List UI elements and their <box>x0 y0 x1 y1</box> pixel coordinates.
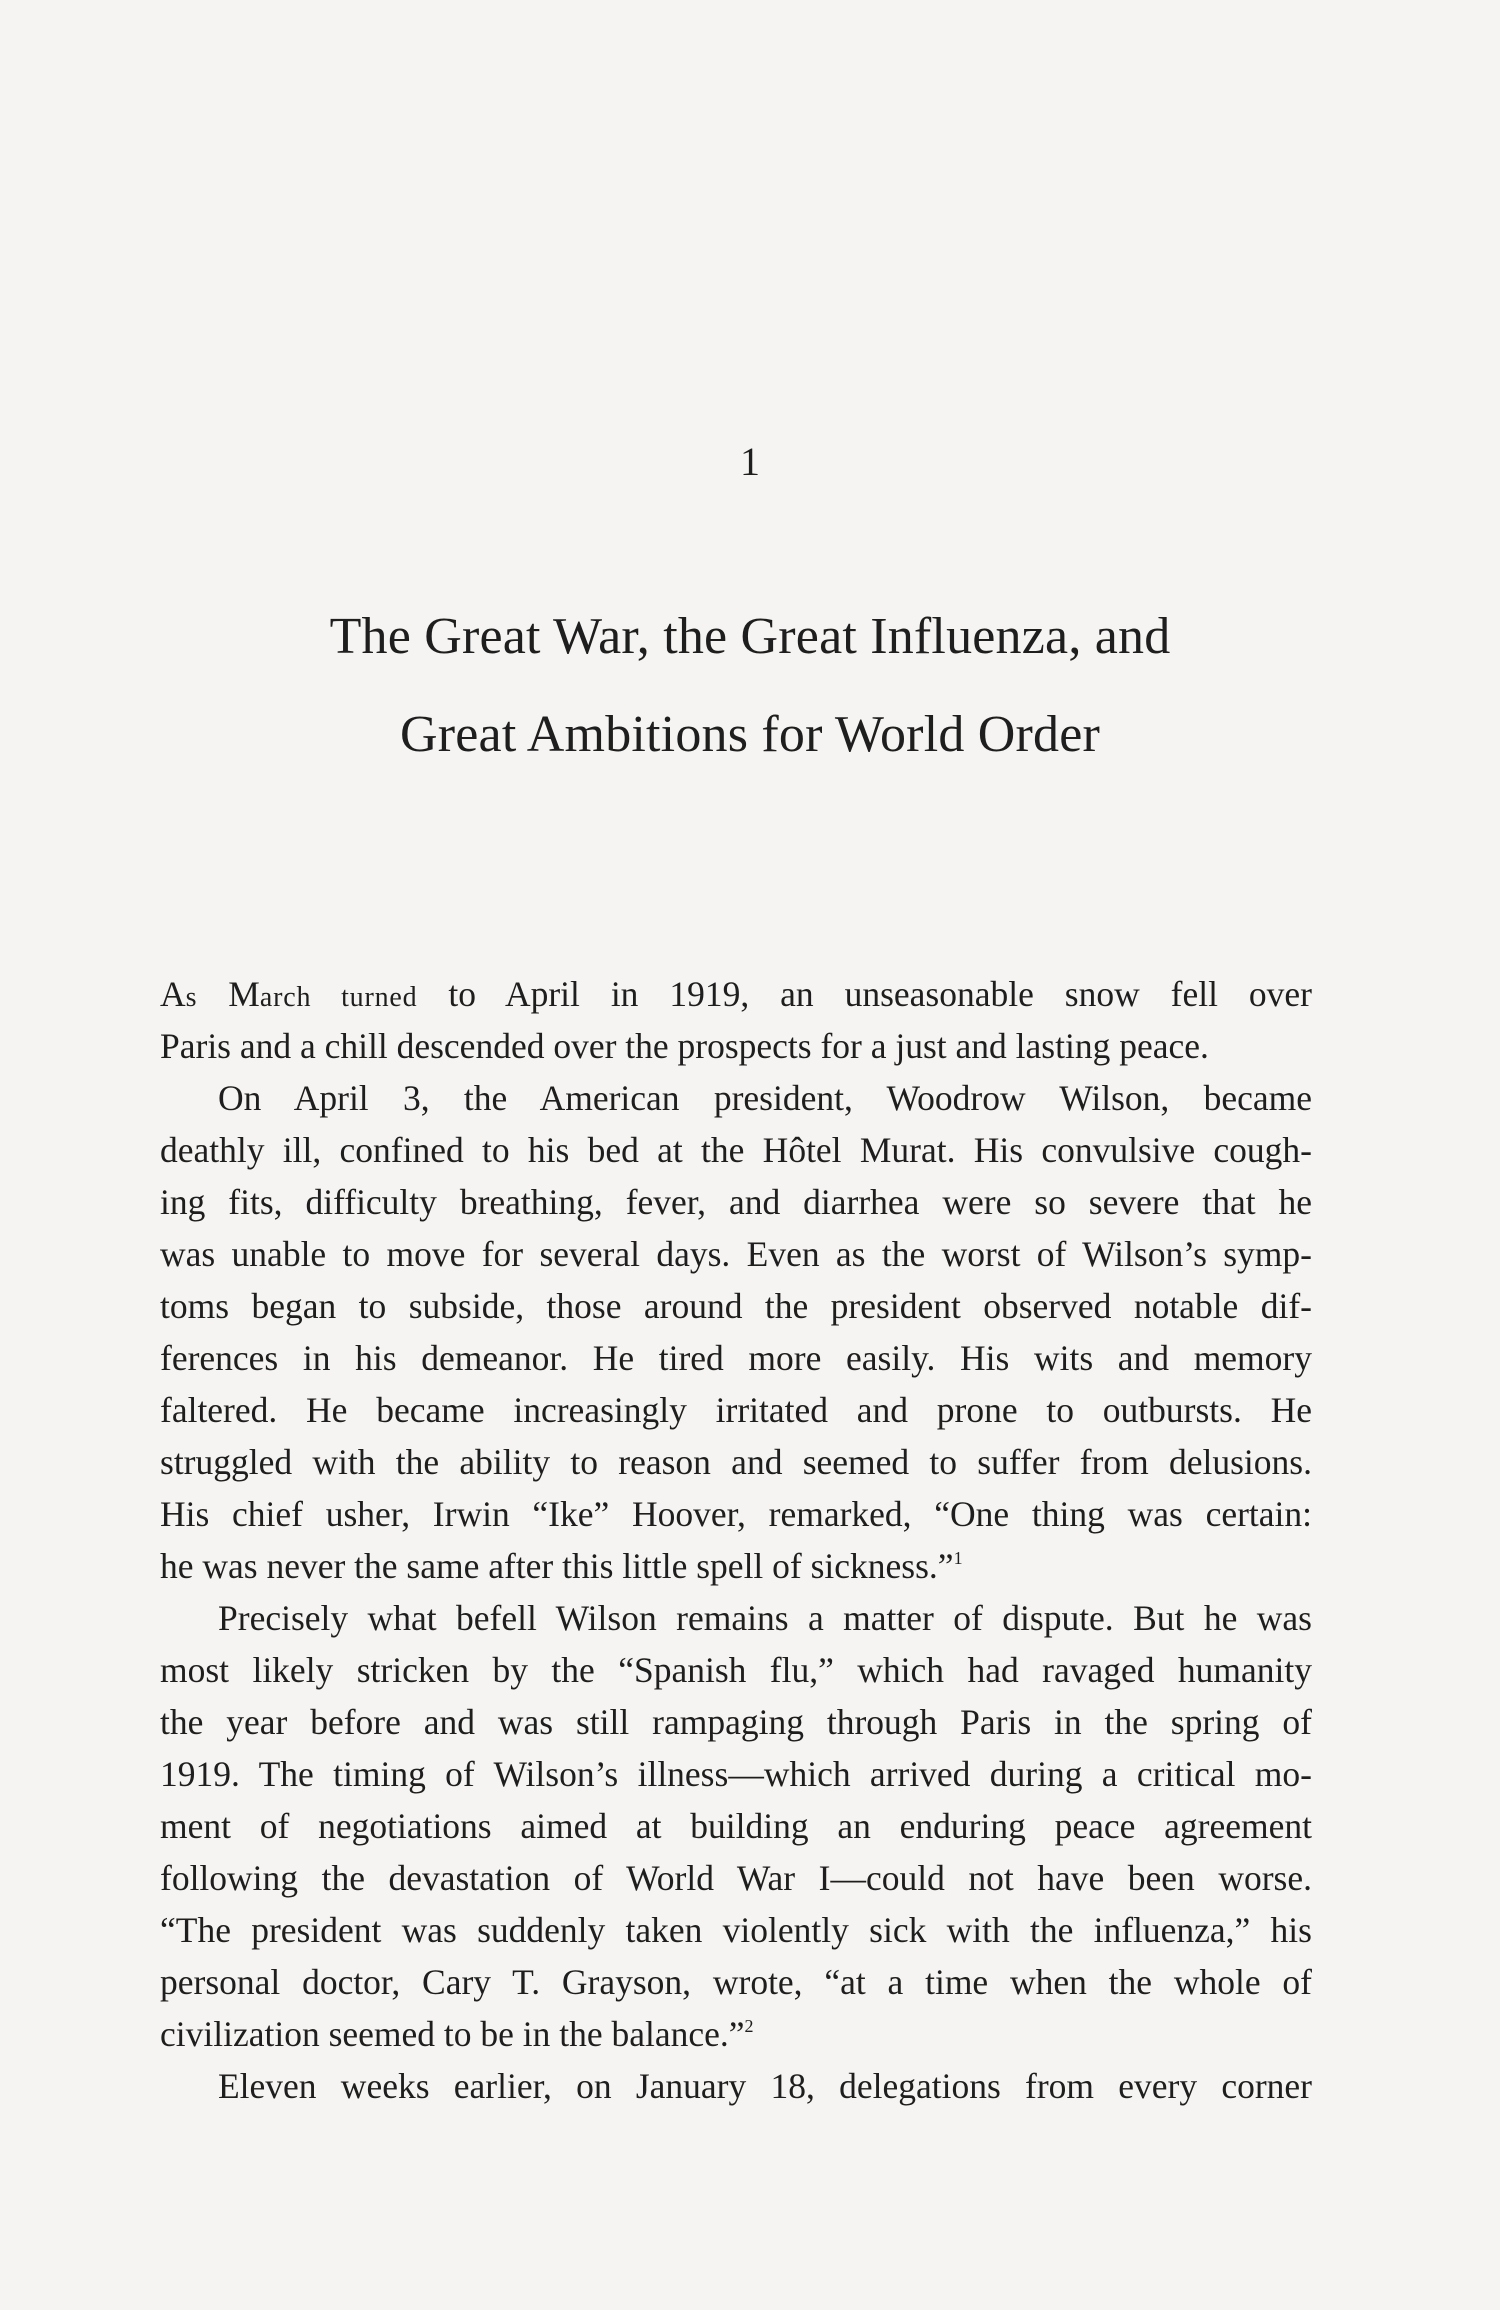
text-line: civilization seemed to be in the balance.”$^2$ <box>160 2014 754 2054</box>
text-line: personal doctor, Cary T. Grayson, wrote, “at a time when the whole of <box>160 1962 1312 2002</box>
text-line: struggled with the ability to reason and seemed to suffer from delusions. <box>160 1442 1312 1482</box>
chapter-number: 1 <box>740 439 760 484</box>
text-line: As March turned to April in 1919, an unseasonable snow fell over <box>160 974 1312 1014</box>
text-line: Paris and a chill descended over the prospects for a just and lasting peace. <box>160 1026 1209 1066</box>
footnote-marker[interactable]: 2 <box>744 2016 754 2036</box>
text-line: the year before and was still rampaging through Paris in the spring of <box>160 1702 1312 1742</box>
opening-small-caps: As March turned <box>160 974 418 1014</box>
chapter-title <box>0 588 1500 784</box>
text-line: he was never the same after this little spell of sickness.”$^1$ <box>160 1546 963 1586</box>
text-line: ing fits, difficulty breathing, fever, and diarrhea were so severe that he <box>160 1182 1312 1222</box>
footnote-marker[interactable]: 1 <box>953 1548 963 1568</box>
body-text <box>160 968 1312 2112</box>
text-line: toms began to subside, those around the president observed notable dif- <box>160 1286 1312 1326</box>
text-line: On April 3, the American president, Woodrow Wilson, became <box>218 1078 1312 1118</box>
text-line: deathly ill, confined to his bed at the Hôtel Murat. His convulsive cough- <box>160 1130 1312 1170</box>
chapter-title-line-1: The Great War, the Great Influenza, and <box>329 608 1171 665</box>
text-line: was unable to move for several days. Even as the worst of Wilson’s symp- <box>160 1234 1312 1274</box>
text-line: ment of negotiations aimed at building an enduring peace agreement <box>160 1806 1312 1846</box>
text-line: following the devastation of World War I—could not have been worse. <box>160 1858 1312 1898</box>
text-line: “The president was suddenly taken violently sick with the influenza,” his <box>160 1910 1312 1950</box>
text-line: most likely stricken by the “Spanish flu,” which had ravaged humanity <box>160 1650 1312 1690</box>
text-line: 1919. The timing of Wilson’s illness—which arrived during a critical mo- <box>160 1754 1312 1794</box>
text-line: faltered. He became increasingly irritated and prone to outbursts. He <box>160 1390 1312 1430</box>
text-line: ferences in his demeanor. He tired more easily. His wits and memory <box>160 1338 1312 1378</box>
text-line: Precisely what befell Wilson remains a matter of dispute. But he was <box>218 1598 1312 1638</box>
chapter-title-line-2: Great Ambitions for World Order <box>399 706 1101 763</box>
text-line: His chief usher, Irwin “Ike” Hoover, remarked, “One thing was certain: <box>160 1494 1312 1534</box>
text-line: Eleven weeks earlier, on January 18, delegations from every corner <box>218 2066 1312 2106</box>
